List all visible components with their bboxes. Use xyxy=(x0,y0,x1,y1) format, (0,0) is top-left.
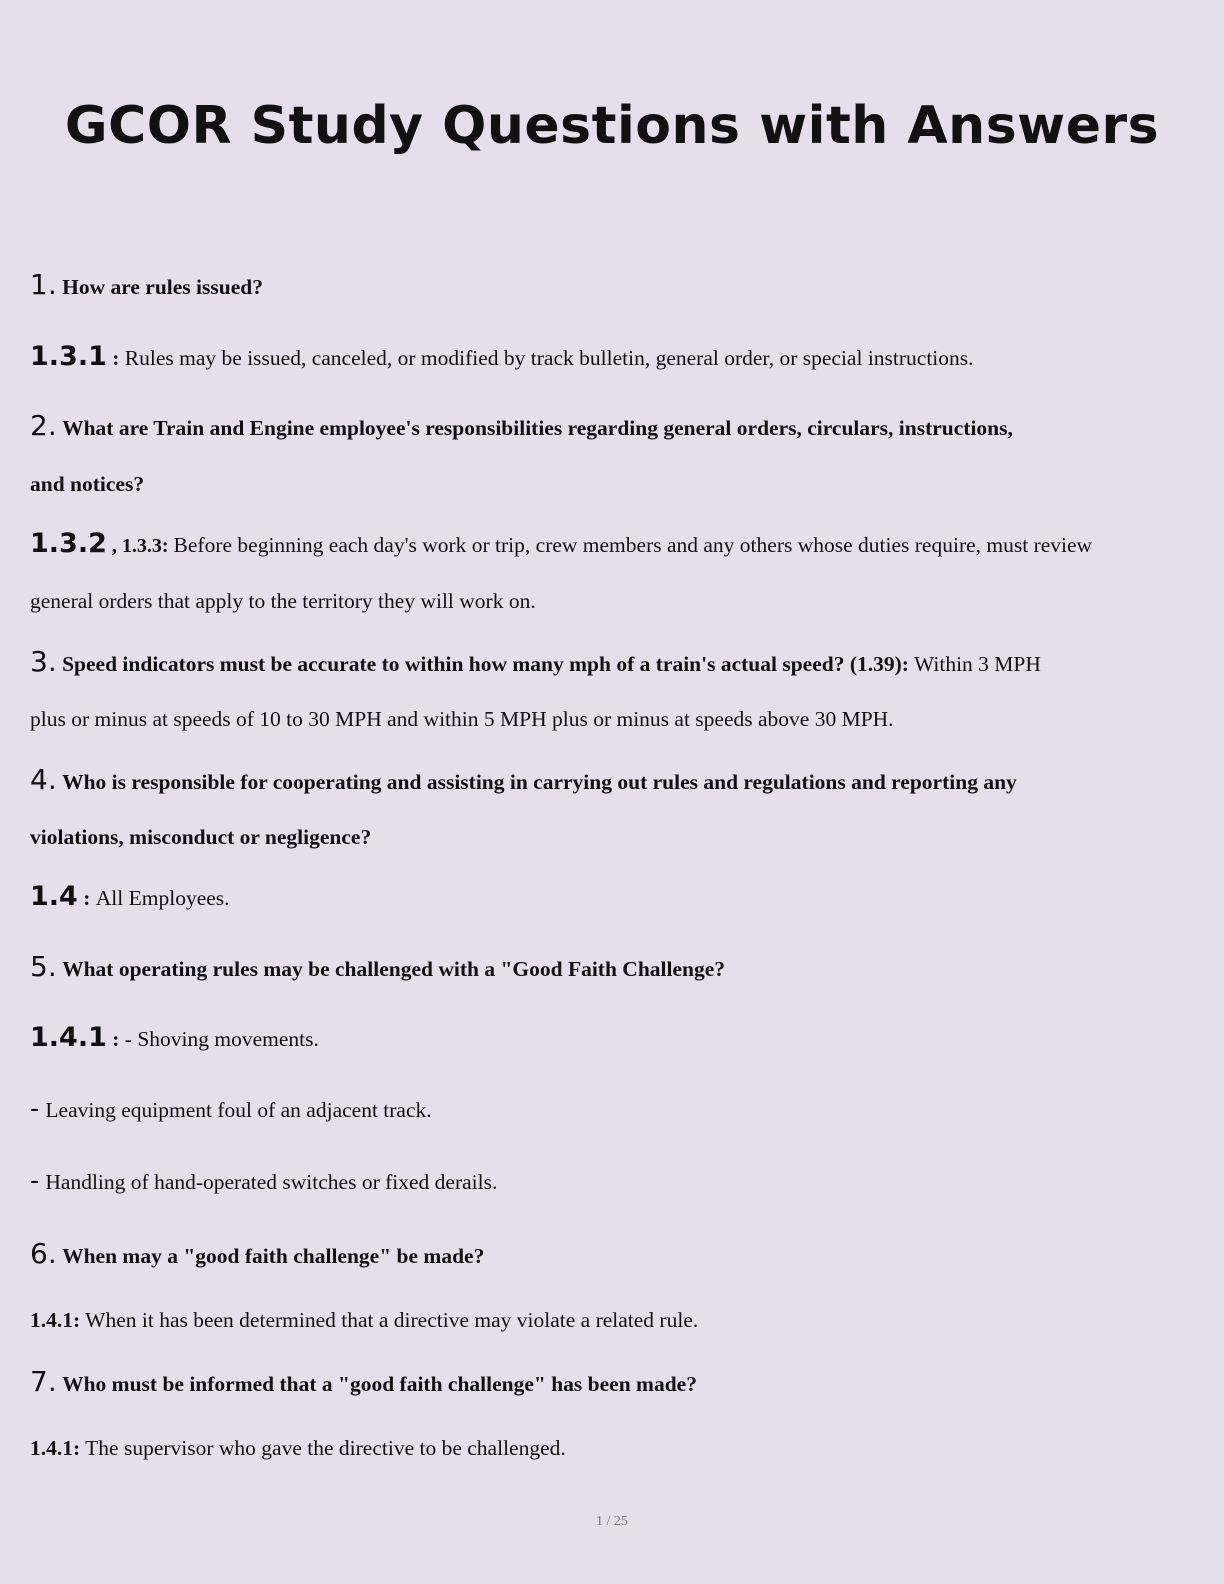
answer-5-item xyxy=(30,1166,1188,1197)
separator: : xyxy=(106,1027,125,1051)
question-6 xyxy=(30,1239,1188,1271)
rule-number-secondary: , 1.3.3: xyxy=(106,535,174,557)
question-text: Who must be informed that a "good faith challenge" has been made? xyxy=(62,1372,697,1396)
answer-2-continued xyxy=(30,586,1188,616)
question-text: violations, misconduct or negligence? xyxy=(30,825,372,849)
rule-number: 1.4.1: xyxy=(30,1308,81,1332)
dash-bullet: - xyxy=(30,1094,40,1124)
answer-text: Leaving equipment foul of an adjacent track. xyxy=(45,1098,432,1122)
question-5 xyxy=(30,952,1188,984)
separator: : xyxy=(106,346,125,370)
question-number: 2. xyxy=(30,409,57,442)
answer-4 xyxy=(30,882,1188,913)
separator: : xyxy=(77,886,96,910)
question-text: Who is responsible for cooperating and assisting in carrying out rules and regulations and reporting any xyxy=(62,770,1017,794)
question-text: How are rules issued? xyxy=(62,275,263,299)
answer-text: - Shoving movements. xyxy=(124,1027,319,1051)
question-number: 7. xyxy=(30,1365,57,1398)
page-title: GCOR Study Questions with Answers xyxy=(64,96,1160,156)
answer-5 xyxy=(30,1023,1188,1054)
question-2-continued xyxy=(30,469,1188,499)
answer-text: Handling of hand-operated switches or fixed derails. xyxy=(45,1170,498,1194)
question-text: and notices? xyxy=(30,472,145,496)
answer-text: general orders that apply to the territory they will work on. xyxy=(30,589,536,613)
question-number: 4. xyxy=(30,763,57,796)
question-number: 5. xyxy=(30,950,57,983)
dash-bullet: - xyxy=(30,1166,40,1196)
question-number: 6. xyxy=(30,1237,57,1270)
question-text: Speed indicators must be accurate to within how many mph of a train's actual speed? (1.39): xyxy=(62,652,909,676)
answer-text: The supervisor who gave the directive to be challenged. xyxy=(80,1436,566,1460)
question-number: 1. xyxy=(30,268,57,301)
question-3 xyxy=(30,647,1188,679)
answer-text: plus or minus at speeds of 10 to 30 MPH and within 5 MPH plus or minus at speeds above 30 MPH. xyxy=(30,707,894,731)
answer-text: Within 3 MPH xyxy=(908,652,1041,676)
page-number: 1 / 25 xyxy=(596,1514,628,1529)
question-2 xyxy=(30,411,1188,443)
question-4-continued xyxy=(30,822,1188,852)
rule-number: 1.4.1 xyxy=(30,1022,107,1053)
answer-text: All Employees. xyxy=(95,886,230,910)
answer-3-continued xyxy=(30,704,1188,734)
answer-text: Before beginning each day's work or trip, crew members and any others whose duties require, must review xyxy=(173,533,1093,557)
question-7 xyxy=(30,1367,1188,1399)
answer-text: Rules may be issued, canceled, or modified by track bulletin, general order, or special instructions. xyxy=(124,346,974,370)
answer-6 xyxy=(30,1305,1188,1335)
question-text: What operating rules may be challenged with a "Good Faith Challenge? xyxy=(62,957,726,981)
answer-5-item xyxy=(30,1094,1188,1125)
question-number: 3. xyxy=(30,645,57,678)
answer-7 xyxy=(30,1433,1188,1463)
question-1 xyxy=(30,270,1188,302)
question-text: When may a "good faith challenge" be made? xyxy=(62,1244,485,1268)
answer-1 xyxy=(30,342,1188,373)
rule-number: 1.4.1: xyxy=(30,1436,81,1460)
rule-number: 1.3.1 xyxy=(30,341,107,372)
rule-number: 1.3.2 xyxy=(30,528,107,559)
question-text: What are Train and Engine employee's responsibilities regarding general orders, circulars, instructions, xyxy=(62,416,1013,440)
question-4 xyxy=(30,765,1188,797)
answer-2 xyxy=(30,529,1188,561)
answer-text: When it has been determined that a directive may violate a related rule. xyxy=(80,1308,699,1332)
rule-number: 1.4 xyxy=(30,881,78,912)
